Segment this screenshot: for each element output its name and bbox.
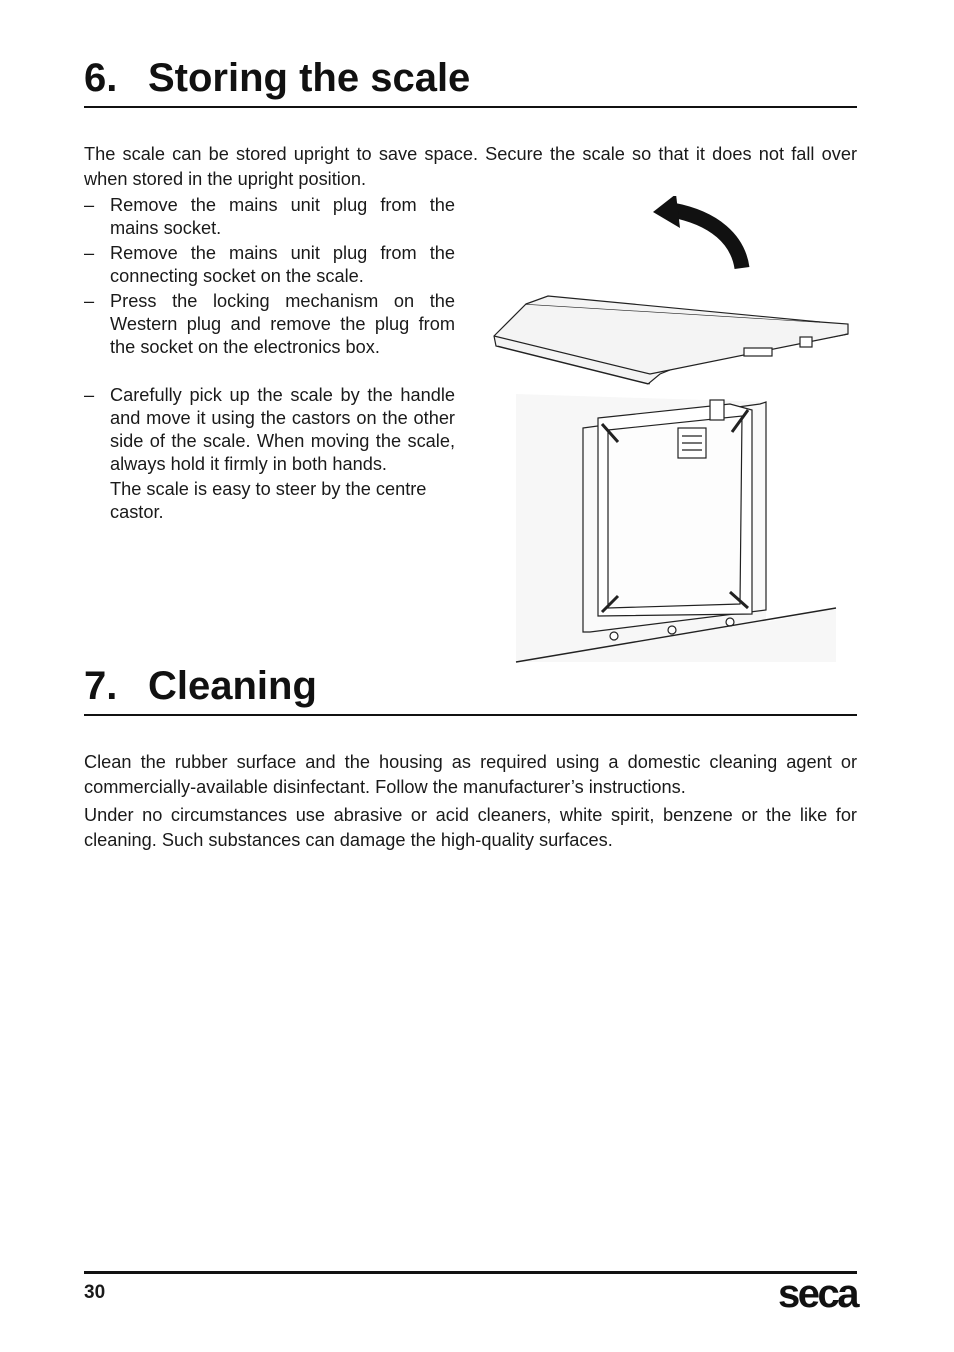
list-item [84, 194, 455, 240]
curved-arrow-icon [653, 196, 742, 268]
section-6-intro: The scale can be stored upright to save space. Secure the scale so that it does not fall over when stored in the upright position. [84, 144, 857, 189]
section-7-heading [84, 664, 857, 716]
scale-storage-illustration [490, 196, 855, 666]
step-note: The scale is easy to steer by the centre castor. [110, 479, 427, 522]
step-text: Carefully pick up the scale by the handle and move it using the castors on the other side of the scale. When moving the scale, always hold it firmly in both hands. [110, 385, 455, 474]
step-text: Remove the mains unit plug from the mains socket. [110, 195, 455, 238]
list-dash: – [84, 243, 95, 263]
page-number: 30 [84, 1282, 106, 1303]
scale-platform-flat [494, 296, 848, 384]
section-6-number: 6. [84, 56, 118, 100]
list-dash: – [84, 291, 95, 311]
scale-upright [516, 394, 836, 662]
section-6-title: Storing the scale [148, 56, 471, 100]
section-6-heading [84, 56, 857, 108]
storing-steps-list [84, 194, 455, 526]
section-7-number: 7. [84, 664, 118, 708]
cleaning-paragraph-2: Under no circumstances use abrasive or acid cleaners, white spirit, benzene or the like for cleaning. Such substances can damage the high-quality surfaces. [84, 805, 857, 850]
cleaning-paragraph-1: Clean the rubber surface and the housing as required using a domestic cleaning agent or commercially-available disinfectant. Follow the manufacturer’s instructions. [84, 752, 857, 797]
step-text: Remove the mains unit plug from the connecting socket on the scale. [110, 243, 455, 286]
step-text: Press the locking mechanism on the Western plug and remove the plug from the socket on the electronics box. [110, 291, 455, 357]
section-7-title: Cleaning [148, 664, 317, 708]
list-item [84, 242, 455, 288]
brand-logo: seca [778, 1272, 857, 1316]
list-dash: – [84, 385, 95, 405]
footer-divider [84, 1271, 857, 1274]
list-dash: – [84, 195, 95, 215]
list-item [84, 384, 455, 524]
list-item [84, 290, 455, 359]
